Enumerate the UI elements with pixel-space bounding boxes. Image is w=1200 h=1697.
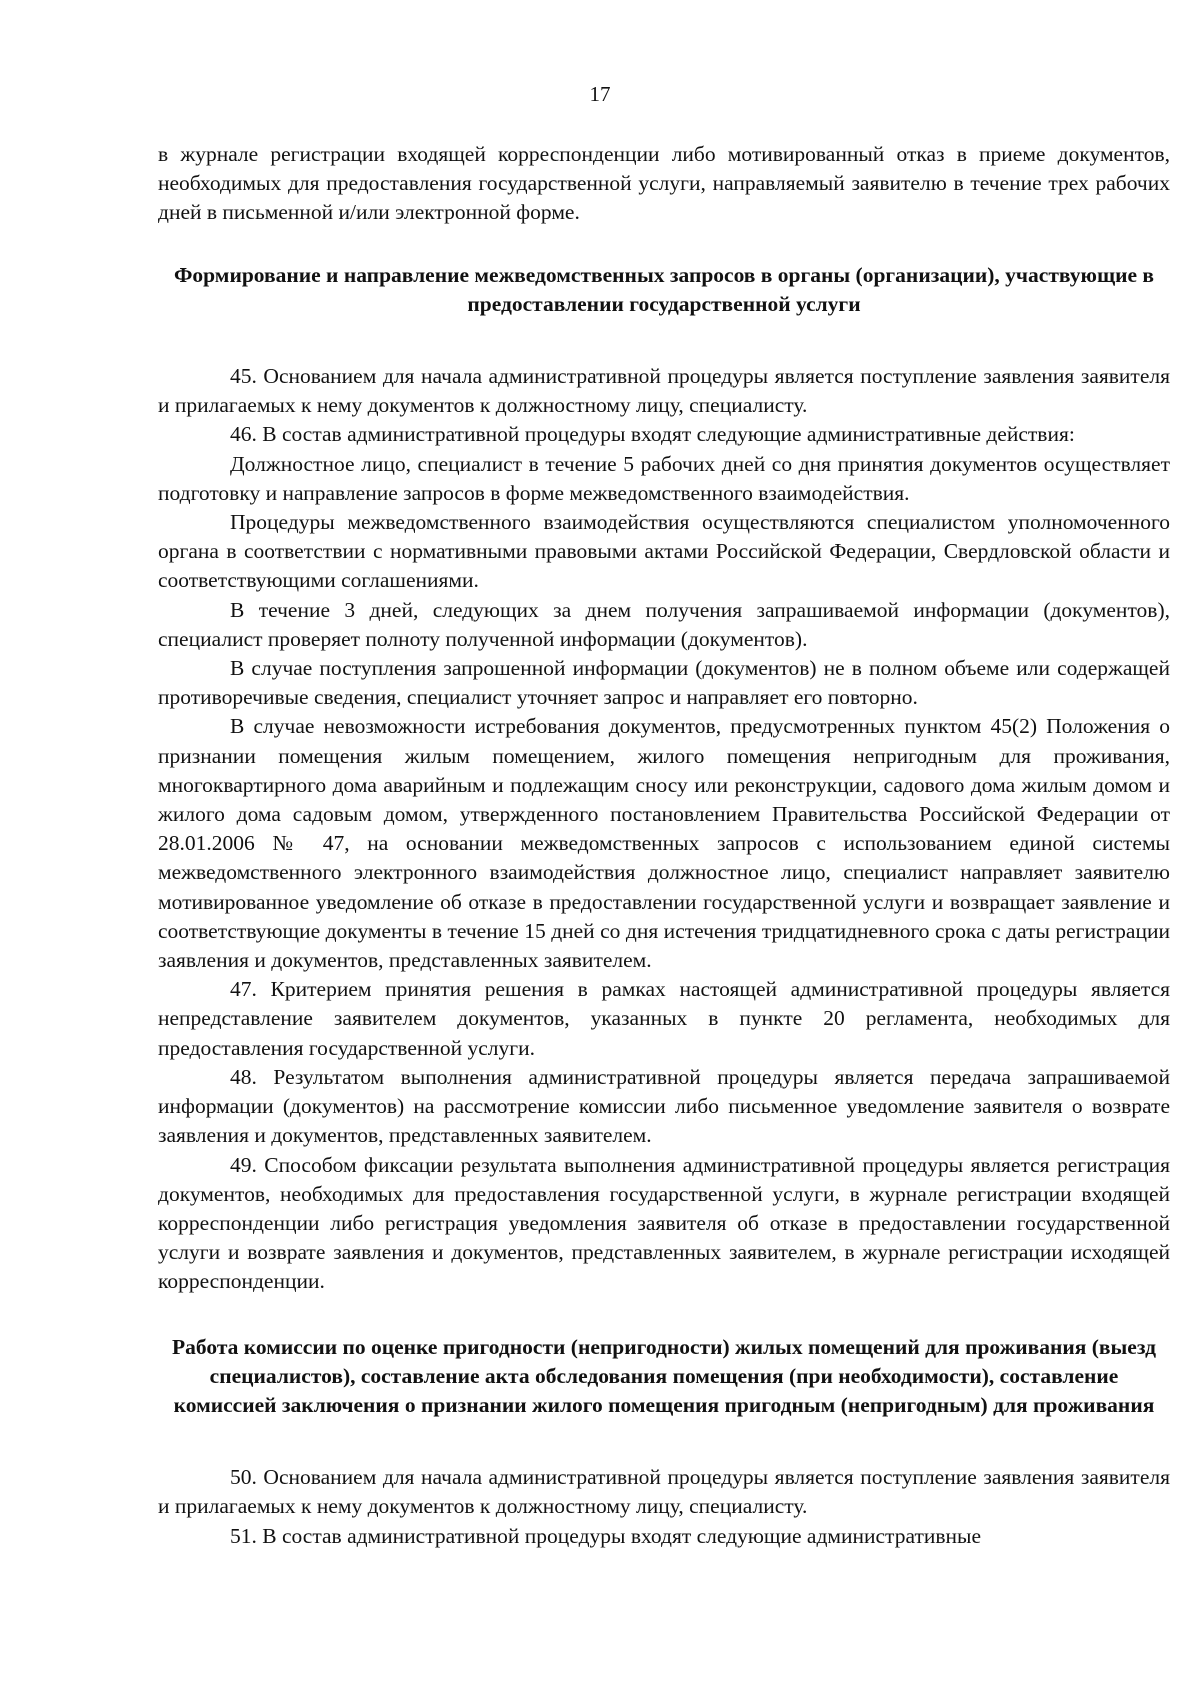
paragraph-46: 46. В состав административной процедуры входят следующие административные действия: xyxy=(230,422,1075,447)
page-number: 17 xyxy=(589,82,611,106)
paragraph-50: 50. Основанием для начала административной процедуры является поступление заявления заявителя и прилагаемых к нему документов к должностному лицу, специалисту. xyxy=(158,1465,1170,1519)
paragraph-49: 49. Способом фиксации результата выполнения административной процедуры является регистрация документов, необходимых для предоставления государственной услуги, в журнале регистрации входящей корреспонденции либо регистрация уведомления заявителя об отказе в предоставлении государственной услуги и возврате заявления и документов, представленных заявителем, в журнале регистрации исходящей корреспонденции. xyxy=(158,1152,1170,1294)
paragraph-45: 45. Основанием для начала административной процедуры является поступление заявления заявителя и прилагаемых к нему документов к должностному лицу, специалисту. xyxy=(158,364,1170,418)
paragraph-46-impossibility: В случае невозможности истребования документов, предусмотренных пунктом 45(2) Положения о признании помещения жилым помещением, жилого помещения непригодным для проживания, многоквартирного дома аварийным и подлежащим сносу или реконструкции, садового дома жилым домом и жилого дома садовым домом, утвержденного постановлением Правительства Российской Федерации от 28.01.2006 № 47, на основании межведомственных запросов с использованием единой системы межведомственного электронного взаимодействия должностное лицо, специалист направляет заявителю мотивированное уведомление об отказе в предоставлении государственной услуги и возвращает заявление и соответствующие документы в течение 15 дней со дня истечения тридцатидневного срока с даты регистрации заявления и документов, представленных заявителем. xyxy=(158,714,1170,973)
paragraph-46-official: Должностное лицо, специалист в течение 5 рабочих дней со дня принятия документов осуществляет подготовку и направление запросов в форме межведомственного взаимодействия. xyxy=(158,451,1170,505)
paragraph-intro: в журнале регистрации входящей корреспонденции либо мотивированный отказ в приеме документов, необходимых для предоставления государственной услуги, направляемый заявителю в течение трех рабочих дней в письменной и/или электронной форме. xyxy=(158,142,1170,225)
paragraph-46-procedures: Процедуры межведомственного взаимодействия осуществляются специалистом уполномоченного органа в соответствии с нормативными правовыми актами Российской Федерации, Свердловской области и соответствующими соглашениями. xyxy=(158,510,1170,593)
section-heading-interagency-requests: Формирование и направление межведомственных запросов в органы (организации), участвующие в предоставлении государственной услуги xyxy=(173,262,1155,316)
paragraph-46-incomplete: В случае поступления запрошенной информации (документов) не в полном объеме или содержащей противоречивые сведения, специалист уточняет запрос и направляет его повторно. xyxy=(158,656,1170,710)
section-heading-commission-work: Работа комиссии по оценке пригодности (непригодности) жилых помещений для проживания (выезд специалистов), составление акта обследования помещения (при необходимости), составление комиссией заключения о признании жилого помещения пригодным (непригодным) для проживания xyxy=(172,1334,1156,1417)
paragraph-46-three-days: В течение 3 дней, следующих за днем получения запрашиваемой информации (документов), специалист проверяет полноту полученной информации (документов). xyxy=(158,597,1170,651)
document-body xyxy=(158,140,1170,1551)
paragraph-48: 48. Результатом выполнения административной процедуры является передача запрашиваемой информации (документов) на рассмотрение комиссии либо письменное уведомление заявителя о возврате заявления и документов, представленных заявителем. xyxy=(158,1064,1170,1148)
paragraph-51: 51. В состав административной процедуры входят следующие административные xyxy=(230,1523,981,1548)
paragraph-47: 47. Критерием принятия решения в рамках настоящей административной процедуры является непредставление заявителем документов, указанных в пункте 20 регламента, необходимых для предоставления государственной услуги. xyxy=(158,977,1170,1060)
